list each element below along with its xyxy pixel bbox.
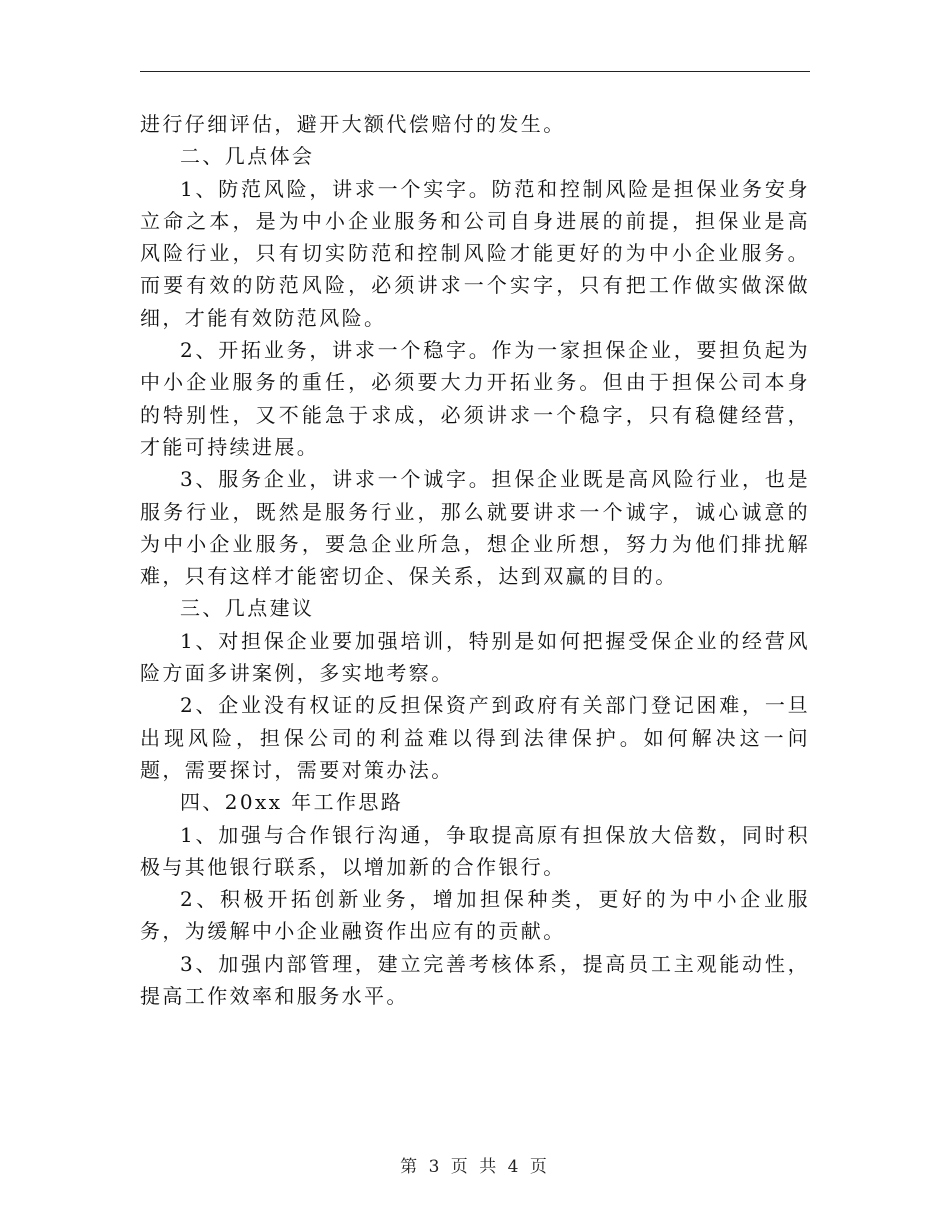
page-footer: 第 3 页 共 4 页 [400,1157,550,1177]
paragraph: 1、对担保企业要加强培训，特别是如何把握受保企业的经营风险方面多讲案例，多实地考察。 [140,628,810,686]
body-text [140,108,810,1012]
paragraph: 进行仔细评估，避开大额代偿赔付的发生。 [140,112,566,136]
paragraph: 3、服务企业，讲求一个诚字。担保企业既是高风险行业，也是服务行业，既然是服务行业，那么就要讲求一个诚字，诚心诚意的为中小企业服务，要急企业所急，想企业所想，努力为他们排扰解难，只有这样才能密切企、保关系，达到双赢的目的。 [140,467,810,589]
paragraph: 3、加强内部管理，建立完善考核体系，提高员工主观能动性，提高工作效率和服务水平。 [140,951,810,1009]
section-heading: 四、20xx 年工作思路 [180,790,404,815]
paragraph: 1、加强与合作银行沟通，争取提高原有担保放大倍数，同时积极与其他银行联系，以增加新的合作银行。 [140,822,810,879]
paragraph: 2、企业没有权证的反担保资产到政府有关部门登记困难，一旦出现风险，担保公司的利益难以得到法律保护。如何解决这一问题，需要探讨，需要对策办法。 [140,693,810,782]
header-rule [140,71,810,72]
section-heading: 二、几点体会 [180,144,315,169]
paragraph: 2、积极开拓创新业务，增加担保种类，更好的为中小企业服务，为缓解中小企业融资作出应有的贡献。 [140,887,810,944]
paragraph: 1、防范风险，讲求一个实字。防范和控制风险是担保业务安身立命之本，是为中小企业服务和公司自身进展的前提，担保业是高风险行业，只有切实防范和控制风险才能更好的为中小企业服务。而要有效的防范风险，必须讲求一个实字，只有把工作做实做深做细，才能有效防范风险。 [140,176,810,330]
paragraph: 2、开拓业务，讲求一个稳字。作为一家担保企业，要担负起为中小企业服务的重任，必须要大力开拓业务。但由于担保公司本身的特别性，又不能急于求成，必须讲求一个稳字，只有稳健经营，才能可持续进展。 [140,338,810,459]
section-heading: 三、几点建议 [180,596,315,621]
